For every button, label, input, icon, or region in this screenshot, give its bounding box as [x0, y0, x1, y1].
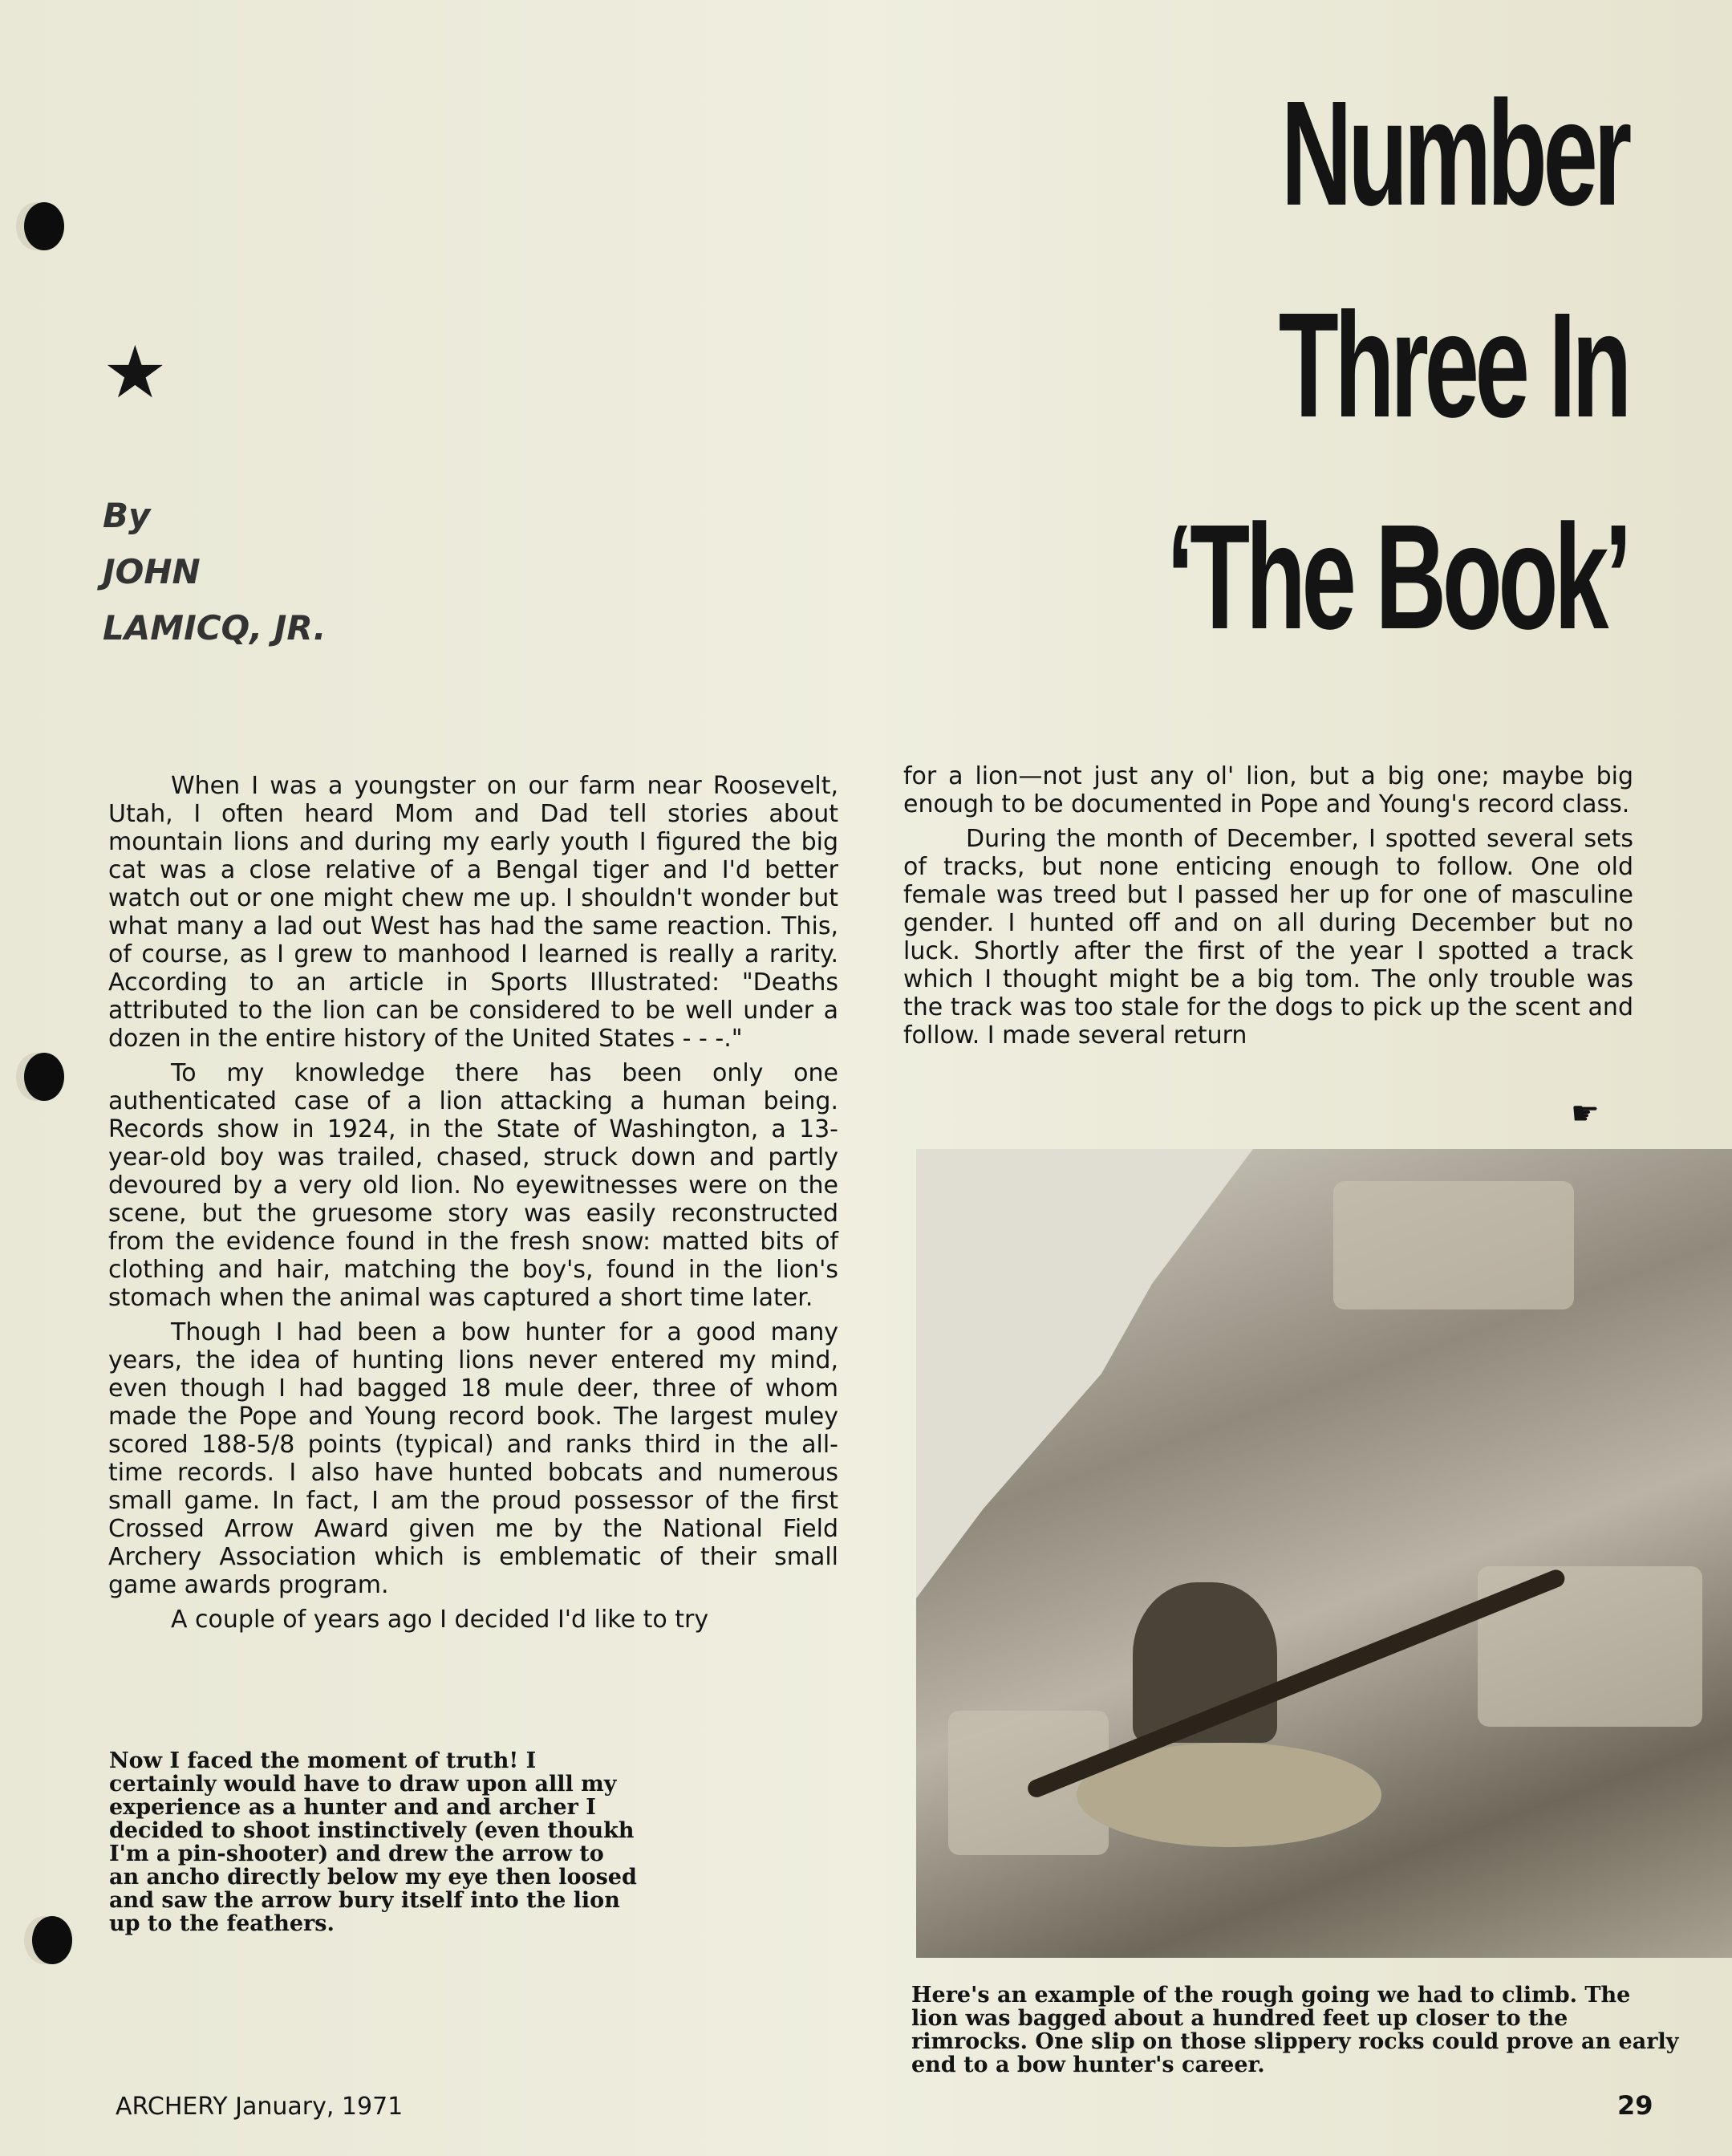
paragraph: Though I had been a bow hunter for a good many years, the idea of hunting lions never entered my mind, even though I had bagged 18 mule deer, three of whom made the Pope and Young record book. The largest muley scored 188-5/8 points (typical) and ranks third in the all-time records. I also have hunted bobcats and numerous small game. In fact, I am the proud possessor of the first Crossed Arrow Award given me by the National Field Archery Association which is emblematic of their small game awards program. [108, 1318, 838, 1599]
photo-sky [916, 1149, 1253, 1598]
pull-quote-caption: Now I faced the moment of truth! I certainly would have to draw upon alll my experience as a hunter and and archer I decided to shoot instinctively (even thoukh I'm a pin-shooter) and drew the arrow to an ancho directly below my eye then loosed and saw the arrow bury itself into the lion up to the feathers. [109, 1748, 637, 1936]
paragraph: A couple of years ago I decided I'd like to try [171, 1606, 709, 1634]
page-footer: ARCHERY January, 1971 [116, 2093, 404, 2121]
title-line: ‘The Book’ [1166, 494, 1628, 660]
paragraph: To my knowledge there has been only one authenticated case of a lion attacking a human being. Records show in 1924, in the State of Washington, a 13-year-old boy was trailed, chased, struck down and partly devoured by a very old lion. No eyewitnesses were on the scene, but the gruesome story was easily reconstructed from the evidence found in the fresh snow: matted bits of clothing and hair, matching the boy's, found in the lion's stomach when the animal was captured a short time later. [108, 1059, 838, 1312]
paragraph: During the month of December, I spotted several sets of tracks, but none enticing enough to follow. One old female was treed but I passed her up for one of masculine gender. I hunted off and on all during December but no luck. Shortly after the first of the year I spotted a track which I thought might be a big tom. The only trouble was the track was too stale for the dogs to pick up the scent and follow. I made several return [903, 825, 1633, 1050]
author-byline [103, 488, 327, 656]
page-number: 29 [1617, 2090, 1653, 2121]
title-line: Three In [1278, 282, 1628, 449]
binder-hole [32, 1916, 72, 1964]
body-column-left [108, 772, 838, 1640]
pointing-hand-icon: ☛ [1571, 1095, 1600, 1132]
binder-hole [24, 1053, 64, 1101]
article-title [1151, 48, 1628, 684]
body-column-right [903, 762, 1633, 1056]
byline-by: By [103, 496, 151, 535]
hunter-lion-photo [916, 1149, 1732, 1958]
paragraph: for a lion—not just any ol' lion, but a big one; maybe big enough to be documented in Pope and Young's record class. [903, 762, 1633, 818]
byline-last-name: LAMICQ, JR. [103, 608, 327, 648]
paragraph: When I was a youngster on our farm near Roosevelt, Utah, I often heard Mom and Dad tell stories about mountain lions and during my early youth I figured the big cat was a close relative of a Bengal tiger and I'd better watch out or one might chew me up. I shouldn't wonder but what many a lad out West has had the same reaction. This, of course, as I grew to manhood I learned is really a rarity. According to an article in Sports Illustrated: "Deaths attributed to the lion can be considered to be well under a dozen in the entire history of the United States - - -." [108, 772, 838, 1053]
photo-caption: Here's an example of the rough going we had to climb. The lion was bagged about a hundred feet up closer to the rimrocks. One slip on those slippery rocks could prove an early end to a bow hunter's career. [911, 1983, 1679, 2077]
binder-hole [24, 202, 64, 250]
photo-rock [1333, 1181, 1574, 1309]
title-line: Number [1280, 71, 1628, 237]
byline-first-name: JOHN [103, 552, 201, 591]
star-icon: ★ [103, 331, 168, 415]
